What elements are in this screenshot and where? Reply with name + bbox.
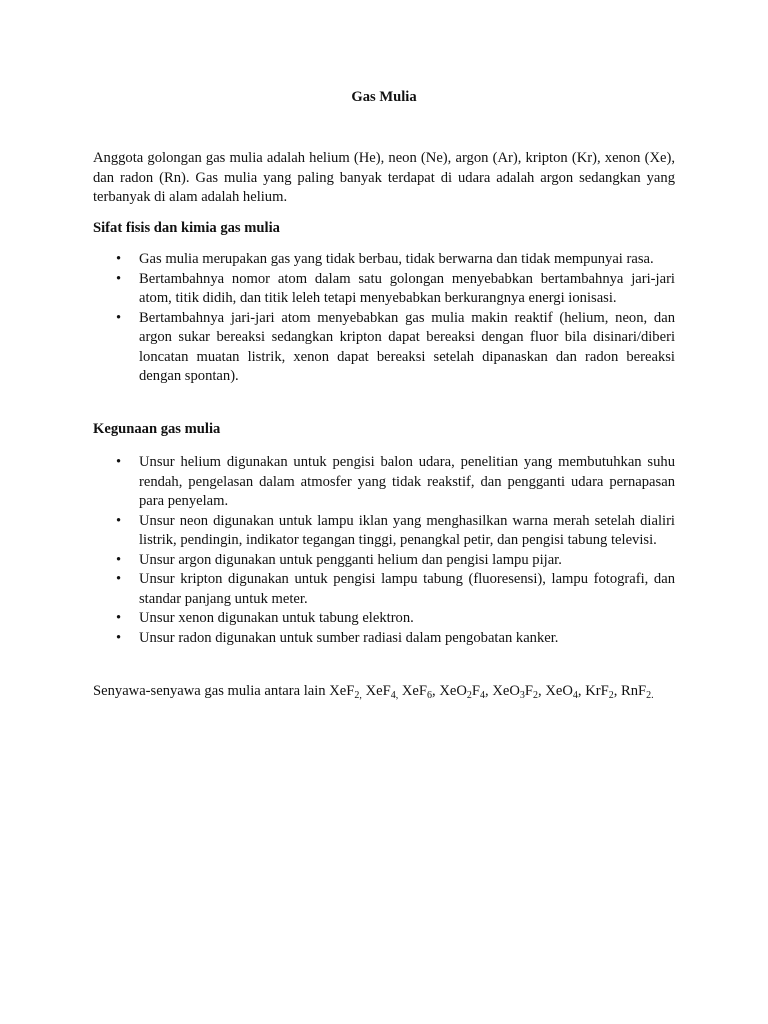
section-heading-uses: Kegunaan gas mulia: [93, 421, 221, 437]
list-item-text: Unsur radon digunakan untuk sumber radiasi dalam pengobatan kanker.: [139, 629, 559, 646]
list-item: [93, 250, 675, 270]
bullet-icon: •: [116, 251, 122, 267]
bullet-icon: •: [116, 512, 122, 529]
list-item-text: Unsur argon digunakan untuk pengganti helium dan pengisi lampu pijar.: [139, 551, 562, 568]
compound-formula: XeF$_6$,: [401, 683, 436, 701]
bullet-icon: •: [116, 454, 122, 470]
compound-formula: $XeO_3F_2$,: [492, 683, 542, 701]
properties-list: [93, 250, 675, 387]
list-item: [93, 309, 675, 387]
list-item-text: Unsur helium digunakan untuk pengisi balon udara, penelitian yang membutuhkan suhu rendah, pengelasan dalam atmosfer yang tidak reakstif, dan pengganti udara pernapasan para penyelam.: [139, 454, 675, 509]
list-item: [93, 512, 675, 551]
compounds-lead: Senyawa-senyawa gas mulia antara lain: [93, 683, 326, 699]
list-item-text: Unsur neon digunakan untuk lampu iklan yang menghasilkan warna merah setelah dialiri listrik, pendingin, indikator tegangan tinggi, penangkal petir, dan pengisi tabung televisi.: [139, 512, 675, 548]
list-item-text: Bertambahnya jari-jari atom menyebabkan gas mulia makin reaktif (helium, neon, dan argon sukar bereaksi sedangkan kripton dapat bereaksi dengan fluor bila disinari/diberi loncatan muatan listrik, xenon dapat bereaksi setelah dipanaskan dan radon bereaksi dengan spontan).: [139, 309, 675, 384]
list-item: [93, 270, 675, 309]
bullet-icon: •: [116, 610, 122, 626]
compound-formula: XeO$_4$,: [545, 683, 582, 701]
list-item: [93, 551, 675, 571]
compounds-paragraph: [93, 682, 675, 702]
bullet-icon: •: [116, 270, 122, 287]
compound-formula: XeF$_{2,}$: [329, 683, 362, 701]
list-item: [93, 629, 675, 649]
document-title: Gas Mulia: [351, 89, 417, 105]
section-heading-properties: Sifat fisis dan kimia gas mulia: [93, 220, 280, 236]
compound-formula: KrF$_2$,: [585, 683, 618, 701]
intro-paragraph: Anggota golongan gas mulia adalah helium (He), neon (Ne), argon (Ar), kripton (Kr), xenon (Xe), dan radon (Rn). Gas mulia yang paling banyak terdapat di udara adalah argon sedangkan yang terbanyak di alam adalah helium.: [93, 150, 675, 205]
compound-formula: RnF$_{2.}$: [621, 683, 654, 701]
bullet-icon: •: [116, 629, 122, 646]
list-item: [93, 570, 675, 609]
uses-list: [93, 453, 675, 648]
list-item: [93, 453, 675, 512]
compound-formula: $XeO_2F_4$,: [439, 683, 489, 701]
list-item-text: Unsur xenon digunakan untuk tabung elektron.: [139, 610, 414, 626]
bullet-icon: •: [116, 571, 122, 587]
compounds-formulas: [326, 683, 654, 699]
list-item: [93, 609, 675, 629]
list-item-text: Gas mulia merupakan gas yang tidak berbau, tidak berwarna dan tidak mempunyai rasa.: [139, 251, 654, 267]
compound-formula: XeF$_{4,}$: [365, 683, 399, 701]
list-item-text: Unsur kripton digunakan untuk pengisi lampu tabung (fluoresensi), lampu fotografi, dan standar panjang untuk meter.: [139, 571, 675, 607]
list-item-text: Bertambahnya nomor atom dalam satu golongan menyebabkan bertambahnya jari-jari atom, titik didih, dan titik leleh tetapi menyebabkan berkurangnya energi ionisasi.: [139, 270, 675, 306]
bullet-icon: •: [116, 551, 122, 568]
bullet-icon: •: [116, 309, 122, 326]
